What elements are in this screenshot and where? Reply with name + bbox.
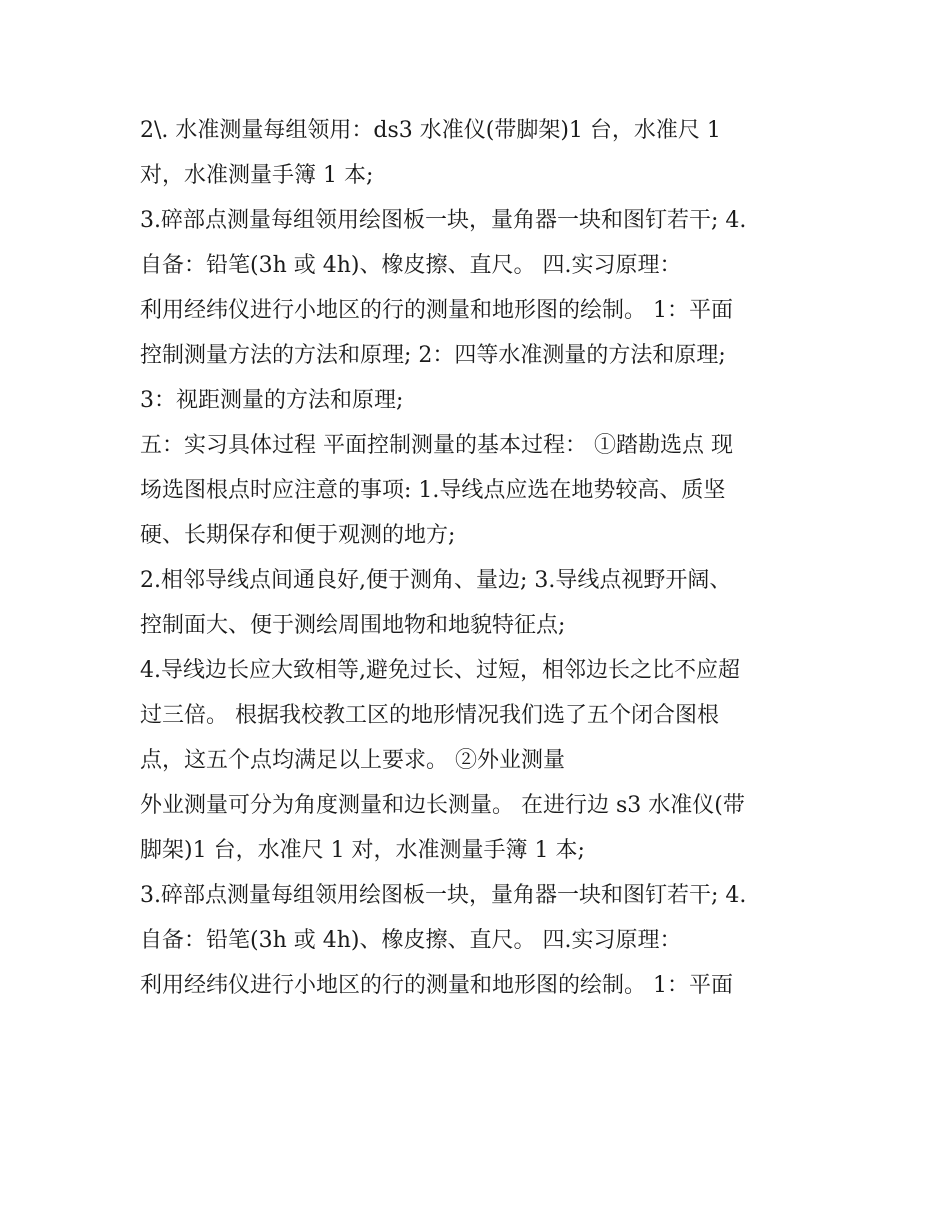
text-line: 3：视距测量的方法和原理;: [140, 388, 404, 413]
text-line: 3.碎部点测量每组领用绘图板一块，量角器一块和图钉若干; 4.: [140, 208, 747, 233]
text-line: 3.碎部点测量每组领用绘图板一块，量角器一块和图钉若干; 4.: [140, 883, 747, 908]
text-line: 外业测量可分为角度测量和边长测量。 在进行边 s3 水准仪(带: [140, 793, 745, 818]
text-line: 脚架)1 台，水准尺 1 对，水准测量手簿 1 本;: [140, 838, 585, 863]
text-line: 控制测量方法的方法和原理; 2：四等水准测量的方法和原理;: [140, 343, 726, 368]
text-line: 五：实习具体过程 平面控制测量的基本过程： ①踏勘选点 现: [140, 433, 733, 458]
text-line: 点，这五个点均满足以上要求。 ②外业测量: [140, 748, 565, 773]
text-line: 4.导线边长应大致相等,避免过长、过短，相邻边长之比不应超: [140, 658, 740, 683]
text-line: 过三倍。 根据我校教工区的地形情况我们选了五个闭合图根: [140, 703, 719, 728]
text-line: 利用经纬仪进行小地区的行的测量和地形图的绘制。 1：平面: [140, 298, 733, 323]
text-line: 对，水准测量手簿 1 本;: [140, 163, 374, 188]
text-line: 利用经纬仪进行小地区的行的测量和地形图的绘制。 1：平面: [140, 973, 733, 998]
document-body: [140, 108, 820, 1008]
text-line: 自备：铅笔(3h 或 4h)、橡皮擦、直尺。 四.实习原理：: [140, 253, 682, 278]
text-line: 2.相邻导线点间通良好,便于测角、量边; 3.导线点视野开阔、: [140, 568, 732, 593]
text-line: 硬、长期保存和便于观测的地方;: [140, 523, 456, 548]
text-line: 控制面大、便于测绘周围地物和地貌特征点;: [140, 613, 566, 638]
text-line: 自备：铅笔(3h 或 4h)、橡皮擦、直尺。 四.实习原理：: [140, 928, 682, 953]
text-line: 2\. 水准测量每组领用：ds3 水准仪(带脚架)1 台，水准尺 1: [140, 118, 721, 143]
text-line: 场选图根点时应注意的事项: 1.导线点应选在地势较高、质坚: [140, 478, 726, 503]
